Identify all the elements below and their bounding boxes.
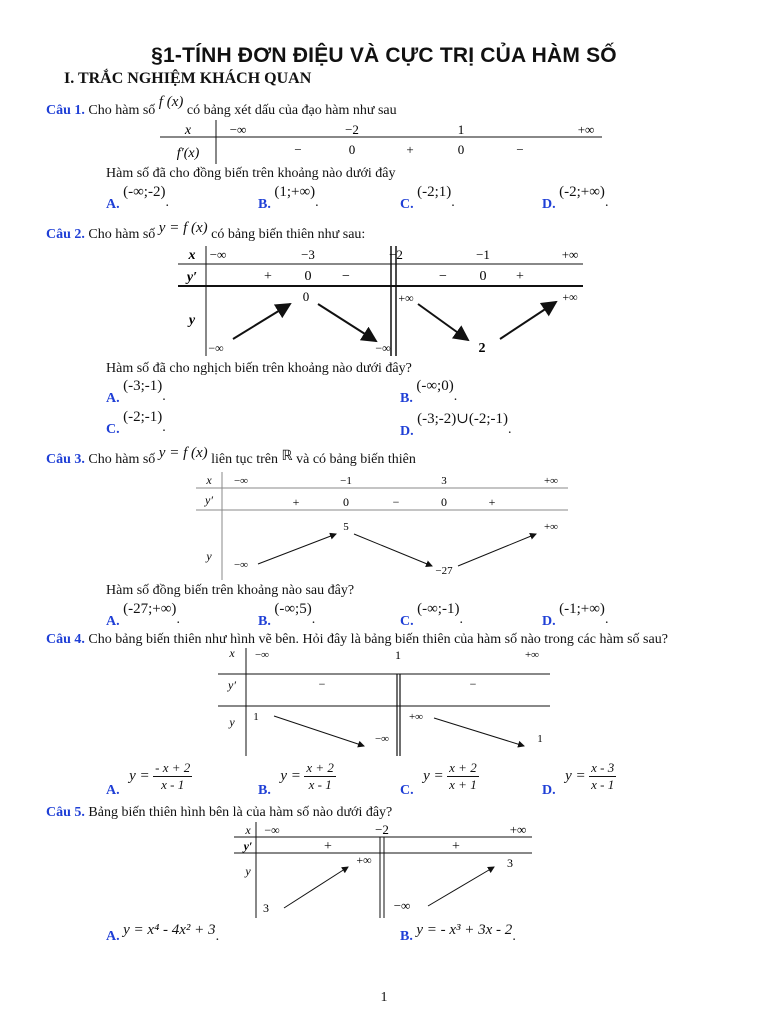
q4-y-after-asym: +∞ — [408, 711, 424, 723]
q2-sign-3: − — [439, 269, 447, 284]
q5-y-left: 3 — [263, 901, 269, 915]
question-5-stem — [46, 805, 392, 821]
q5-arrow-up-2 — [428, 867, 494, 906]
q2-y-right-top: +∞ — [562, 290, 578, 304]
q5-arrow-up-1 — [284, 867, 348, 908]
q5-x-0: −∞ — [264, 823, 280, 837]
q1-option-c[interactable]: C. (-2;1). — [400, 184, 455, 212]
question-1-pre: Cho hàm số — [88, 103, 156, 118]
q3-arrow-down — [354, 534, 432, 566]
q1-x-0: −∞ — [229, 122, 247, 137]
q4-sign-0: − — [318, 677, 326, 691]
q1-sign-1: 0 — [348, 142, 356, 157]
q5-x-1: −2 — [375, 822, 389, 837]
q2-y-before-asym: −∞ — [375, 341, 391, 355]
q4-head-y: y — [229, 715, 235, 729]
q2-sign-5: + — [516, 269, 524, 284]
question-4-text: Cho bảng biến thiên như hình vẽ bên. Hỏi đây là bảng biến thiên của hàm số nào trong các hàm số sau? — [88, 632, 668, 647]
q4-arrow-down-2 — [434, 718, 524, 746]
q3-head-x: x — [206, 473, 212, 487]
question-3-func: y = f (x) — [158, 445, 208, 461]
q5-x-2: +∞ — [509, 822, 527, 837]
question-3-stem — [46, 445, 416, 468]
q2-option-d[interactable]: D. (-3;-2)∪(-2;-1). — [400, 411, 512, 439]
question-5-label: Câu 5. — [46, 805, 85, 820]
q2-option-c[interactable]: C. (-2;-1). — [106, 409, 166, 437]
q3-arrow-up-2 — [458, 534, 536, 566]
q2-x-1: −3 — [301, 247, 315, 262]
q3-head-yprime: y′ — [205, 493, 213, 507]
q5-y-after-asym: −∞ — [393, 898, 411, 913]
question-3-question: Hàm số đồng biến trên khoảng nào sau đây? — [106, 583, 355, 598]
q2-head-yprime: y′ — [186, 270, 198, 285]
q1-x-3: +∞ — [577, 122, 595, 137]
q5-sign-0: + — [324, 839, 332, 854]
q4-x-1: 1 — [395, 648, 401, 662]
q2-y-left-bottom: −∞ — [208, 341, 224, 355]
q3-y-min: −27 — [435, 565, 453, 577]
q3-y-max: 5 — [343, 521, 349, 533]
q4-option-c[interactable]: C. y = $\frac{x + 2}{x + 1}$ — [400, 760, 477, 798]
q1-option-b[interactable]: B. (1;+∞). — [258, 184, 319, 212]
q2-arrow-down-2 — [418, 304, 468, 340]
q1-sign-3: 0 — [457, 142, 465, 157]
q3-head-y: y — [206, 549, 212, 563]
q2-sign-2: − — [342, 269, 350, 284]
q4-y-right: 1 — [537, 733, 543, 745]
q2-y-min: 2 — [478, 341, 486, 356]
q5-y-right: 3 — [507, 856, 513, 870]
q5-sign-1: + — [452, 839, 460, 854]
question-1-stem — [46, 94, 397, 119]
q4-x-0: −∞ — [254, 649, 270, 661]
q3-y-left: −∞ — [233, 559, 249, 571]
q2-sign-1: 0 — [304, 269, 312, 284]
page-title: §1-TÍNH ĐƠN ĐIỆU VÀ CỰC TRỊ CỦA HÀM SỐ — [151, 44, 617, 67]
q1-head-x: x — [184, 123, 192, 138]
question-3-variation-table — [196, 470, 570, 582]
q2-option-b[interactable]: B. (-∞;0). — [400, 378, 458, 406]
question-2-label: Câu 2. — [46, 227, 85, 242]
q3-option-c[interactable]: C. (-∞;-1). — [400, 601, 463, 629]
q2-head-x: x — [188, 248, 196, 263]
q1-x-2: 1 — [457, 122, 465, 137]
q4-y-before-asym: −∞ — [374, 733, 390, 745]
q3-y-right: +∞ — [543, 521, 559, 533]
q4-option-b[interactable]: B. y = $\frac{x + 2}{x - 1}$ — [258, 760, 334, 798]
q1-sign-4: − — [516, 142, 524, 157]
q2-arrow-down-1 — [318, 304, 376, 341]
q2-x-0: −∞ — [209, 247, 227, 262]
q1-head-fprime: f′(x) — [176, 146, 200, 161]
question-2-pre: Cho hàm số — [88, 227, 156, 242]
q3-option-d[interactable]: D. (-1;+∞). — [542, 601, 609, 629]
q3-option-a[interactable]: A. (-27;+∞). — [106, 601, 180, 629]
q5-head-x: x — [245, 823, 251, 837]
q3-sign-1: 0 — [343, 495, 349, 509]
question-2-post: có bảng biến thiên như sau: — [211, 227, 366, 242]
q4-arrow-down-1 — [274, 716, 364, 746]
q2-y-after-asym: +∞ — [398, 291, 414, 305]
q4-sign-1: − — [469, 677, 477, 691]
section-heading: I. TRẮC NGHIỆM KHÁCH QUAN — [64, 70, 312, 87]
question-2-variation-table — [178, 244, 590, 358]
q4-head-yprime: y′ — [228, 678, 236, 692]
question-4-variation-table — [218, 646, 552, 758]
q3-sign-0: + — [292, 495, 300, 509]
q2-x-2: −2 — [389, 247, 403, 262]
question-2-stem — [46, 220, 366, 243]
q1-x-1: −2 — [345, 122, 359, 137]
q4-x-2: +∞ — [524, 649, 540, 661]
q3-x-2: 3 — [441, 475, 447, 487]
q1-option-d[interactable]: D. (-2;+∞). — [542, 184, 609, 212]
question-3-label: Câu 3. — [46, 452, 85, 467]
question-3-mid: liên tục trên — [211, 452, 279, 467]
q2-option-a[interactable]: A. (-3;-1). — [106, 378, 166, 406]
question-3-pre: Cho hàm số — [88, 452, 156, 467]
question-5-variation-table — [234, 820, 534, 920]
q1-option-a[interactable]: A. (-∞;-2). — [106, 184, 169, 212]
q3-x-1: −1 — [340, 475, 352, 487]
question-3-post: và có bảng biến thiên — [296, 452, 416, 467]
page-number: 1 — [380, 990, 388, 1005]
q4-head-x: x — [229, 646, 235, 660]
question-3-realset: ℝ — [281, 448, 293, 464]
q5-option-a[interactable]: A. y = x⁴ - 4x² + 3. — [106, 922, 220, 944]
q3-option-b[interactable]: B. (-∞;5). — [258, 601, 316, 629]
q5-y-before-asym: +∞ — [356, 853, 372, 867]
q2-sign-0: + — [264, 269, 272, 284]
q5-head-y: y — [245, 864, 251, 878]
q2-x-4: +∞ — [561, 247, 579, 262]
q2-arrow-up-1 — [233, 304, 290, 339]
question-1-question: Hàm số đã cho đồng biến trên khoảng nào dưới đây — [106, 166, 396, 181]
question-2-question: Hàm số đã cho nghịch biến trên khoảng nào dưới đây? — [106, 361, 412, 376]
q3-x-3: +∞ — [543, 475, 559, 487]
question-1-post: có bảng xét dấu của đạo hàm như sau — [186, 103, 397, 118]
q5-head-yprime: y′ — [243, 839, 253, 853]
q5-option-b[interactable]: B. y = - x³ + 3x - 2. — [400, 922, 516, 944]
q2-x-3: −1 — [476, 247, 490, 262]
q3-sign-2: − — [392, 495, 400, 509]
question-1-sign-table — [160, 118, 610, 168]
q2-arrow-up-2 — [500, 302, 556, 339]
q2-y-max: 0 — [302, 289, 310, 304]
q2-head-y: y — [188, 313, 196, 328]
question-1-func: f (x) — [158, 94, 184, 110]
q4-option-a[interactable]: A. y = $\frac{- x + 2}{x - 1}$ — [106, 760, 191, 798]
q3-sign-4: + — [488, 495, 496, 509]
question-2-func: y = f (x) — [158, 220, 208, 236]
q3-x-0: −∞ — [233, 475, 249, 487]
q1-sign-2: + — [406, 142, 414, 157]
q1-sign-0: − — [294, 142, 302, 157]
question-5-text: Bảng biến thiên hình bên là của hàm số nào dưới đây? — [88, 805, 393, 820]
q4-option-d[interactable]: D. y = $\frac{x - 3}{x - 1}$ — [542, 760, 615, 798]
q2-sign-4: 0 — [479, 269, 487, 284]
q3-sign-3: 0 — [441, 495, 447, 509]
q3-arrow-up-1 — [258, 534, 336, 564]
question-1-label: Câu 1. — [46, 103, 85, 118]
question-4-label: Câu 4. — [46, 632, 85, 647]
q4-y-left: 1 — [253, 711, 259, 723]
